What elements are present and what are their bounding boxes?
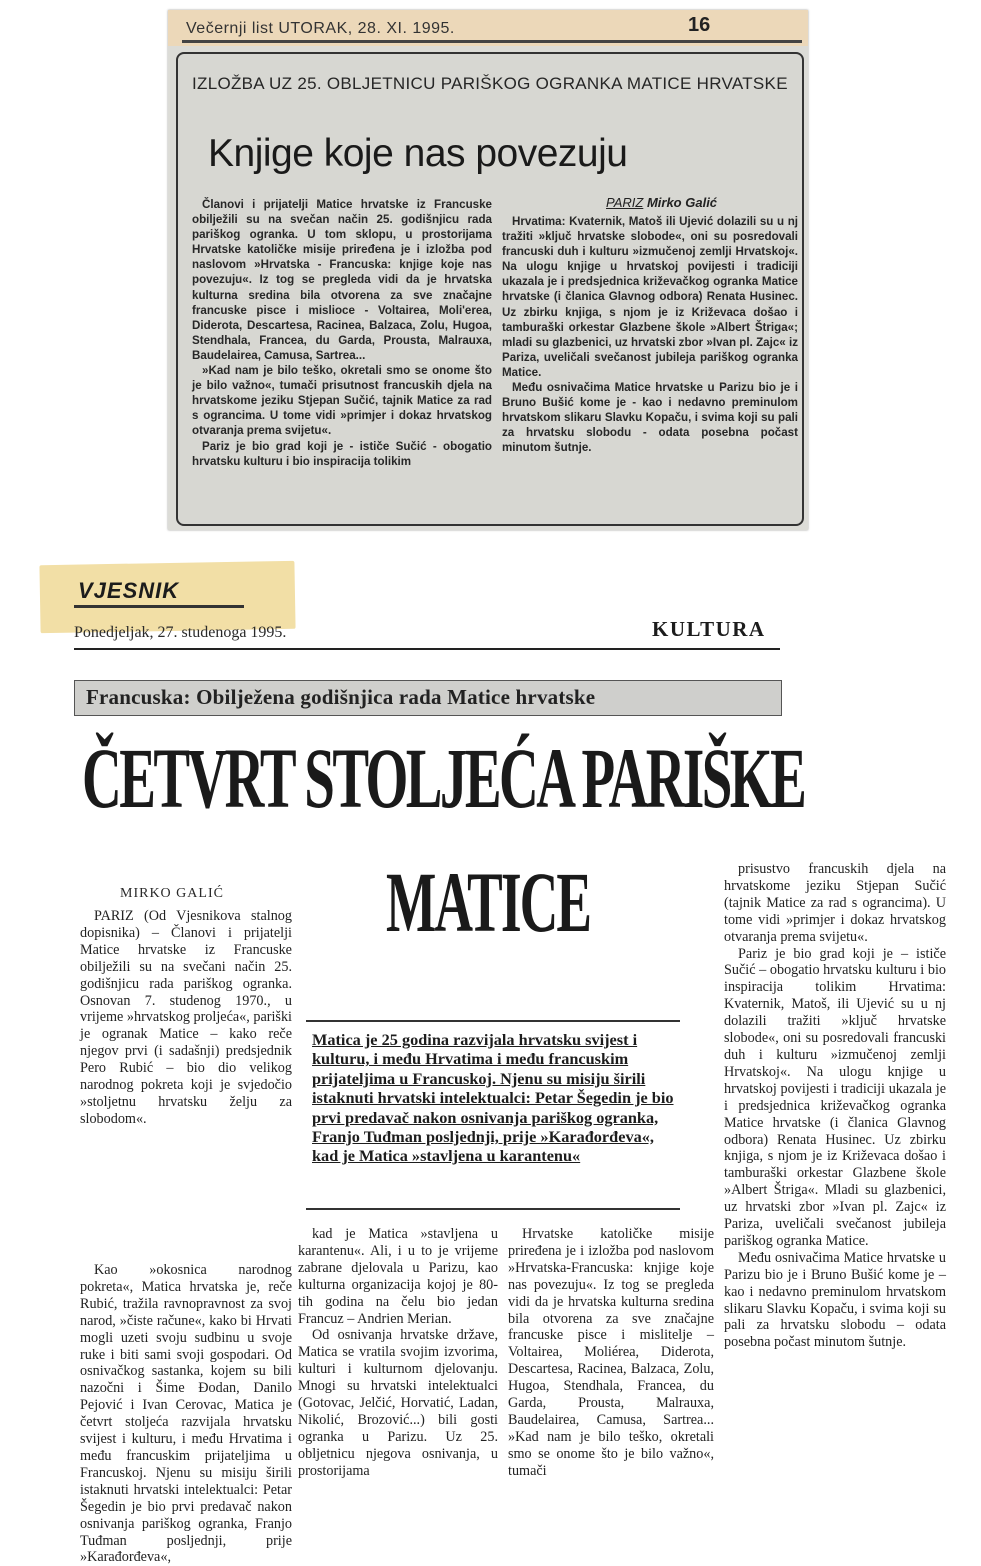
issue-date: Ponedjeljak, 27. studenoga 1995. xyxy=(74,624,287,641)
paragraph: Pariz je bio grad koji je – ističe Sučić – obogatio hrvatsku kulturu i bio inspiracija tolikim Hrvatima: Kvaternik, Matoš, ili Ujević su u nj dolazili tražiti »ključ hrvatske slobode«, oni su posredovali francuski duh i kulturu »izmučenoj zemlji Hrvatskoj«. Na ulogu knjige u hrvatskoj povijesti i tradiciji ukazala je i predsjednica križevačkog ogranka Matice hrvatske (i članica Glavnog odbora) Renata Husinec. Uz zbirku knjiga, s njom je iz Križevaca došao i tamburaški orkestar Glazbene škole »Albert Štriga«. Mladi su glazbenici, uz hrvatski zbor »Ivan pl. Zajc« iz Pariza, uveličali svečanost jubileja pariškog ogranka Matice. xyxy=(724,945,946,1249)
article-kicker: IZLOŽBA UZ 25. OBLJETNICU PARIŠKOG OGRANKA MATICE HRVATSKE xyxy=(192,74,788,93)
paragraph: »Kad nam je bilo teško, okretali smo se onome što je bilo važno«, tumači prisutnost francuskih djela na hrvatskome jeziku Stjepan Sučić, tajnik Matice za rad s ograncima. U tome vidi »primjer i dokaz hrvatskog otvaranja prema svijetu«. xyxy=(192,364,492,438)
paragraph: Hrvatske katoličke misije priređena je i izložba pod naslovom »Hrvatska-Francuska: knjige koje nas povezuju«. Iz tog se pregleda vidi da je hrvatska kulturna sredina bila otvorena za sve značajne francuske pisce i mislitelje – Voltairea, Moliérea, Diderota, Descartesa, Racinea, Balzaca, Zolu, Hugoa, Stendhala, Francea, du Garda, Prousta, Malrauxa, Baudelairea, Camusa, Sartrea... »Kad nam je bilo teško, okretali smo se onome što je bilo važno«, tumači xyxy=(508,1226,714,1479)
article-column-2 xyxy=(502,214,798,456)
article-lead xyxy=(312,1030,674,1166)
paragraph: prisustvo francuskih djela na hrvatskome jeziku Stjepan Sučić (tajnik Matice za rad s ograncima). U tome vidi »primjer i dokaz hrvatskog otvaranja prema svijetu«. xyxy=(724,861,946,945)
article-column-3 xyxy=(508,1226,714,1480)
section-rule xyxy=(74,648,780,650)
vjesnik-logo: VJESNIK xyxy=(78,578,180,603)
logo-underline xyxy=(74,605,244,608)
section-name: KULTURA xyxy=(652,617,766,641)
byline-author: Mirko Galić xyxy=(646,195,718,210)
article-column-4 xyxy=(724,861,946,1351)
paragraph: Članovi i prijatelji Matice hrvatske iz Francuske obilježili su na svečan način 25. godišnjicu rada pariškog ogranka. U tom sklopu, u prostorijama Hrvatske katoličke misije priređena je i izložba pod naslovom »Hrvatska - Francuska: knjige koje nas povezuju«. Iz tog se pregleda vidi da je hrvatska kulturna sredina bila otvorena za sve značajne francuske pisce i mislioce - Voltairea, Moli'erea, Diderota, Descartesa, Racinea, Balzaca, Zolu, Hugoa, Stendhala, Francea, du Garda, Prousta, Malrauxa, Baudelairea, Camusa, Sartrea... xyxy=(192,198,492,362)
newspaper-header: Večernji list UTORAK, 28. XI. 1995. xyxy=(186,20,455,37)
paragraph: Kao »okosnica narodnog pokreta«, Matica hrvatska je, reče Rubić, tražila ravnopravnost za svoj narod, »čiste račune«, kako bi Hrvati mogli uzeti svoju sudbinu u svoje ruke i biti sami svoji gospodari. Od osnivačkog sastanka, kojem su bili nazočni i Šime Đodan, Danilo Pejović i Ivan Cerovac, Matica je četvrt stoljeća razvijala hrvatsku svijest i kulturu, i među Hrvatima i među francuskim prijateljima u Francuskoj. Njenu su misiju širili istaknuti hrvatski intelektualci: Petar Šegedin je bio prvi predavač nakon osnivanja pariškog ogranka, Franjo Tuđman posljednji, prije »Karađorđeva«, xyxy=(80,1262,292,1566)
paragraph: PARIZ (Od Vjesnikova stalnog dopisnika) – Članovi i prijatelji Matice hrvatske iz Francuske obilježili su na svečani način 25. godišnjicu rada pariškog ogranka. Osnovan 7. studenog 1970., u vrijeme »hrvatskog proljeća«, pariški je ogranak Matice – kako reče njegov prvi (i sadašnji) predsjednik Pero Rubić – bio dio velikog narodnog pokreta koji je svjedočio »stoljetnu hrvatsku želju za slobodom«. xyxy=(80,908,292,1127)
headline-line-2: MATICE xyxy=(386,854,591,950)
paragraph: Od osnivanja hrvatske države, Matica se vratila svojim izvorima, kulturi i kulturnom djelovanju. Mnogi su hrvatski intelektualci (Gotovac, Jelčić, Horvatić, Ladan, Nikolić, Brozović...) bili gosti ogranka u Parizu. Uz 25. obljetnicu njegova osnivanja, u prostorijama xyxy=(298,1327,498,1479)
article-column-1 xyxy=(80,908,292,1128)
article-column-2 xyxy=(298,1226,498,1480)
article-byline: MIRKO GALIĆ xyxy=(120,886,224,901)
paragraph: Pariz je bio grad koji je - ističe Sučić - obogatio hrvatsku kulturu i bio inspiracija tolikim xyxy=(192,439,492,468)
paragraph: Među osnivačima Matice hrvatske u Parizu bio je i Bruno Bušić kome je - kao i nedavno preminulom hrvatskom slikaru Slavku Kopaču, i svima koji su pali za hrvatsku slobodu - odata posebna počast minutom šutnje. xyxy=(502,381,798,455)
article-box xyxy=(176,52,804,526)
paragraph: kad je Matica »stavljena u karantenu«. Ali, i u to je vrijeme zabrane djelovala u Parizu, kao kulturna organizacija kojoj je 80-tih godina na čelu bio jedan Francuz – Andrien Merian. xyxy=(298,1226,498,1327)
article-title: Knjige koje nas povezuju xyxy=(208,132,628,175)
byline-place: PARIZ xyxy=(606,195,644,210)
article-subhead: Francuska: Obilježena godišnjica rada Matice hrvatske xyxy=(86,685,596,709)
article-byline xyxy=(606,195,717,210)
paragraph: Među osnivačima Matice hrvatske u Parizu bio je i Bruno Bušić kome je – kao i nedavno preminulom hrvatskom slikaru Slavku Kopaču, i svima koji su pali za hrvatsku slobodu – odata posebna počast minutom šutnje. xyxy=(724,1249,946,1351)
header-rule xyxy=(182,40,802,43)
article-column-1-continued xyxy=(80,1262,292,1566)
vecernji-list-clipping xyxy=(168,10,808,530)
article-column-1 xyxy=(192,197,492,469)
page-number: 16 xyxy=(688,14,711,36)
headline-line-1: ČETVRT STOLJEĆA PARIŠKE xyxy=(82,730,805,826)
lead-text: Matica je 25 godina razvijala hrvatsku svijest i kulturu, i među Hrvatima i među francuskim prijateljima u Francuskoj. Njenu su misiju širili istaknuti hrvatski intelektualci: Petar Šegedin je bio prvi predavač nakon osnivanja pariškog ogranka, Franjo Tuđman posljednji, prije »Karađorđeva«, kad je Matica »stavljena u karantenu« xyxy=(312,1030,674,1166)
paragraph: Hrvatima: Kvaternik, Matoš ili Ujević dolazili su u nj tražiti »ključ hrvatske slobode«, oni su posredovali francuski duh i kulturu »izmučenoj zemlji Hrvatskoj«. Na ulogu knjige u hrvatskoj povijesti i tradiciji ukazala je i predsjednica križevačkog ogranka Matice hrvatske (i članica Glavnog odbora) Renata Husinec. Uz zbirku knjiga, s njom je iz Križevaca došao i tamburaški orkestar Glazbene škole »Albert Štriga«; mladi su glazbenici, uz hrvatski zbor »Ivan pl. Zajc« iz Pariza, uveličali svečanost jubileja pariškog ogranka Matice. xyxy=(502,215,798,379)
